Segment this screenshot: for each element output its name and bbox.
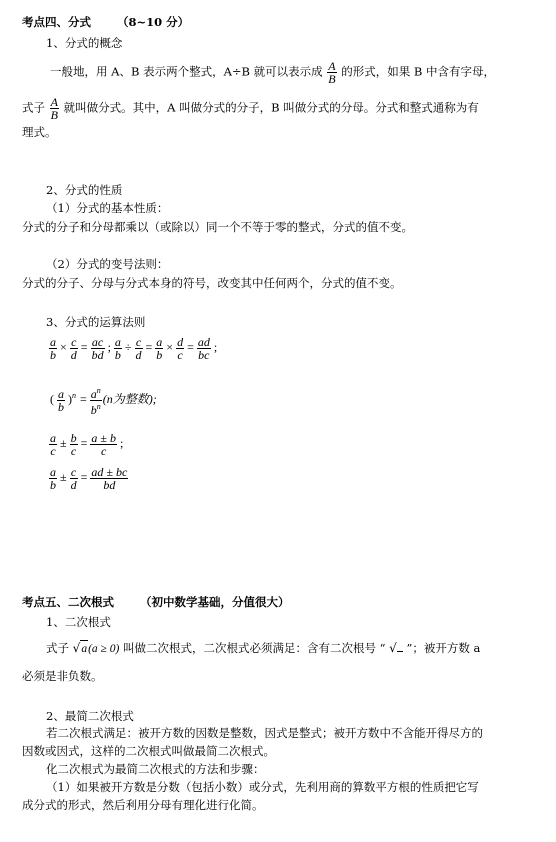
- plus-minus-sign: ±: [60, 436, 67, 450]
- frac-num: c: [135, 334, 142, 349]
- s4-concept-heading: 1、分式的概念: [46, 36, 123, 50]
- frac-a-b-4: [49, 466, 57, 491]
- frac-den: b: [58, 399, 64, 414]
- s5-simplest-line4: （1）如果被开方数是分数（包括小数）或分式，先利用商的算数平方根的性质把它写: [46, 780, 479, 794]
- frac-num: A: [328, 59, 336, 73]
- s4-property-heading: 2、分式的性质: [46, 183, 123, 197]
- section4-title: 考点四、分式: [22, 15, 91, 29]
- s5-radical-line1-c: ”；被开方数 a: [406, 641, 481, 655]
- exponent-n: n: [96, 401, 101, 411]
- frac-num: ac: [91, 334, 104, 349]
- frac-a-b-pow: [57, 388, 65, 413]
- formula-add-same: [48, 428, 125, 458]
- section5-title: 考点五、二次根式: [22, 595, 114, 609]
- frac-num: b: [70, 430, 77, 445]
- s4-concept-line2-a: 式子: [22, 100, 45, 115]
- frac-num: c: [71, 334, 77, 349]
- frac-den: b: [114, 347, 121, 362]
- s4-concept-line2-b: 就叫做分式。其中，A 叫做分式的分子，B 叫做分式的分母。分式和整式通称为有: [63, 100, 479, 115]
- frac-apmb-c: [90, 432, 117, 457]
- frac-num: a: [50, 430, 56, 445]
- frac-a-b: [49, 336, 57, 361]
- s4-concept-line1-a: 一般地，用 A、B 表示两个整式，A÷B 就可以表示成: [50, 64, 323, 79]
- frac-num: a: [58, 386, 64, 401]
- frac-den: c: [177, 347, 183, 362]
- s5-simplest-line2: 因数或因式，这样的二次根式叫做最简二次根式。: [22, 744, 275, 758]
- section5-note: （初中数学基础，分值很大）: [140, 595, 290, 609]
- equals-sign: =: [80, 340, 88, 354]
- sqrt-icon: √: [72, 641, 81, 655]
- equals-sign: =: [80, 470, 88, 484]
- frac-den: B: [328, 72, 336, 86]
- frac-a-c: [49, 432, 57, 457]
- s4-concept-line3: 理式。: [22, 125, 57, 139]
- frac-den: b: [156, 347, 163, 362]
- divide-sign: ÷: [124, 340, 132, 354]
- frac-num: ad: [197, 334, 210, 349]
- times-sign: ×: [60, 340, 67, 354]
- exponent-n: n: [72, 391, 76, 400]
- s4-concept-line1-b: 的形式，如果 B 中含有字母，: [341, 64, 496, 79]
- frac-d-c: [176, 336, 184, 361]
- s5-radical-line1-a: 式子: [46, 641, 69, 655]
- section5-heading: [22, 594, 290, 610]
- equals-sign: =: [80, 436, 88, 450]
- frac-den: d: [135, 347, 142, 362]
- power-condition: (n为整数);: [102, 392, 157, 406]
- frac-den: bd: [91, 347, 104, 362]
- frac-den: c: [101, 443, 107, 458]
- s4-concept-line1: [50, 60, 495, 85]
- s4-operation-heading: 3、分式的运算法则: [46, 315, 146, 329]
- frac-den: d: [70, 347, 77, 362]
- frac-num: a: [114, 334, 121, 349]
- separator: ;: [119, 436, 124, 450]
- equals-sign: =: [80, 392, 87, 406]
- equals-sign: =: [145, 340, 153, 354]
- frac-num: ad ± bc: [91, 464, 128, 479]
- frac-den: B: [50, 108, 58, 122]
- s4-sign-rule-heading: （2）分式的变号法则：: [46, 257, 169, 271]
- formula-power: ( $\frac{a}{b}$ )$^n$ = $\frac{a^n}{b^n}$ (n为整数);: [50, 385, 157, 417]
- times-sign: ×: [166, 340, 174, 354]
- frac-a-b-2: [114, 336, 122, 361]
- frac-num: a: [90, 386, 97, 401]
- frac-b-c: [70, 432, 78, 457]
- fraction-A-over-B-2: [50, 96, 59, 121]
- separator: ;: [107, 340, 111, 354]
- frac-an-bn: [90, 385, 102, 416]
- s5-radical-line1-b: 叫做二次根式，二次根式必须满足：含有二次根号 “: [122, 641, 386, 655]
- frac-c-d-3: [70, 466, 78, 491]
- frac-den: bd: [103, 477, 116, 492]
- section4-heading: [22, 14, 189, 30]
- frac-a-b-3: [155, 336, 163, 361]
- radical-sign-icon: √: [389, 641, 397, 655]
- s5-radical-line1: [46, 640, 480, 657]
- frac-num: A: [50, 95, 58, 109]
- frac-den: b: [50, 347, 56, 362]
- frac-den: b: [90, 402, 97, 417]
- frac-den: c: [70, 443, 77, 458]
- radicand: a: [80, 640, 88, 657]
- radical-condition: (a ≥ 0): [88, 643, 120, 655]
- frac-num: d: [177, 334, 184, 349]
- separator: ;: [213, 340, 218, 354]
- frac-num: a: [156, 334, 163, 349]
- s5-simplest-line5: 成分式的形式，然后利用分母有理化进行化简。: [22, 798, 264, 812]
- s5-simplest-line1: 若二次根式满足：被开方数的因数是整数，因式是整式；被开方数中不含能开得尽方的: [46, 726, 483, 740]
- frac-den: bc: [198, 347, 210, 362]
- frac-num: a ± b: [91, 430, 116, 445]
- formula-mul-div: [48, 332, 219, 362]
- s5-radical-heading: 1、二次根式: [46, 615, 111, 629]
- s5-radical-line2: 必须是非负数。: [22, 669, 103, 683]
- frac-num: c: [70, 464, 77, 479]
- frac-den: b: [50, 477, 56, 492]
- fraction-A-over-B: [327, 60, 336, 85]
- s4-basic-property-text: 分式的分子和分母都乘以（或除以）同一个不等于零的整式，分式的值不变。: [22, 220, 413, 234]
- frac-adpmbc-bd: [90, 466, 128, 491]
- exponent-n: n: [96, 385, 101, 395]
- s4-basic-property-heading: （1）分式的基本性质：: [46, 201, 169, 215]
- s5-simplest-heading: 2、最简二次根式: [46, 709, 134, 723]
- equals-sign: =: [187, 340, 194, 354]
- s4-concept-line2: [22, 96, 479, 121]
- frac-num: a: [50, 464, 56, 479]
- frac-den: c: [50, 443, 56, 458]
- frac-c-d: [70, 336, 78, 361]
- frac-den: d: [70, 477, 77, 492]
- formula-add-diff: [48, 462, 129, 492]
- s4-sign-rule-text: 分式的分子、分母与分式本身的符号，改变其中任何两个，分式的值不变。: [22, 276, 402, 290]
- frac-ac-bd: [91, 336, 105, 361]
- plus-minus-sign: ±: [60, 470, 67, 484]
- s5-simplest-line3: 化二次根式为最简二次根式的方法和步骤：: [46, 762, 265, 776]
- frac-c-d-2: [135, 336, 143, 361]
- frac-ad-bc: [197, 336, 211, 361]
- frac-num: a: [50, 334, 56, 349]
- section4-score: （8~10 分）: [117, 15, 190, 29]
